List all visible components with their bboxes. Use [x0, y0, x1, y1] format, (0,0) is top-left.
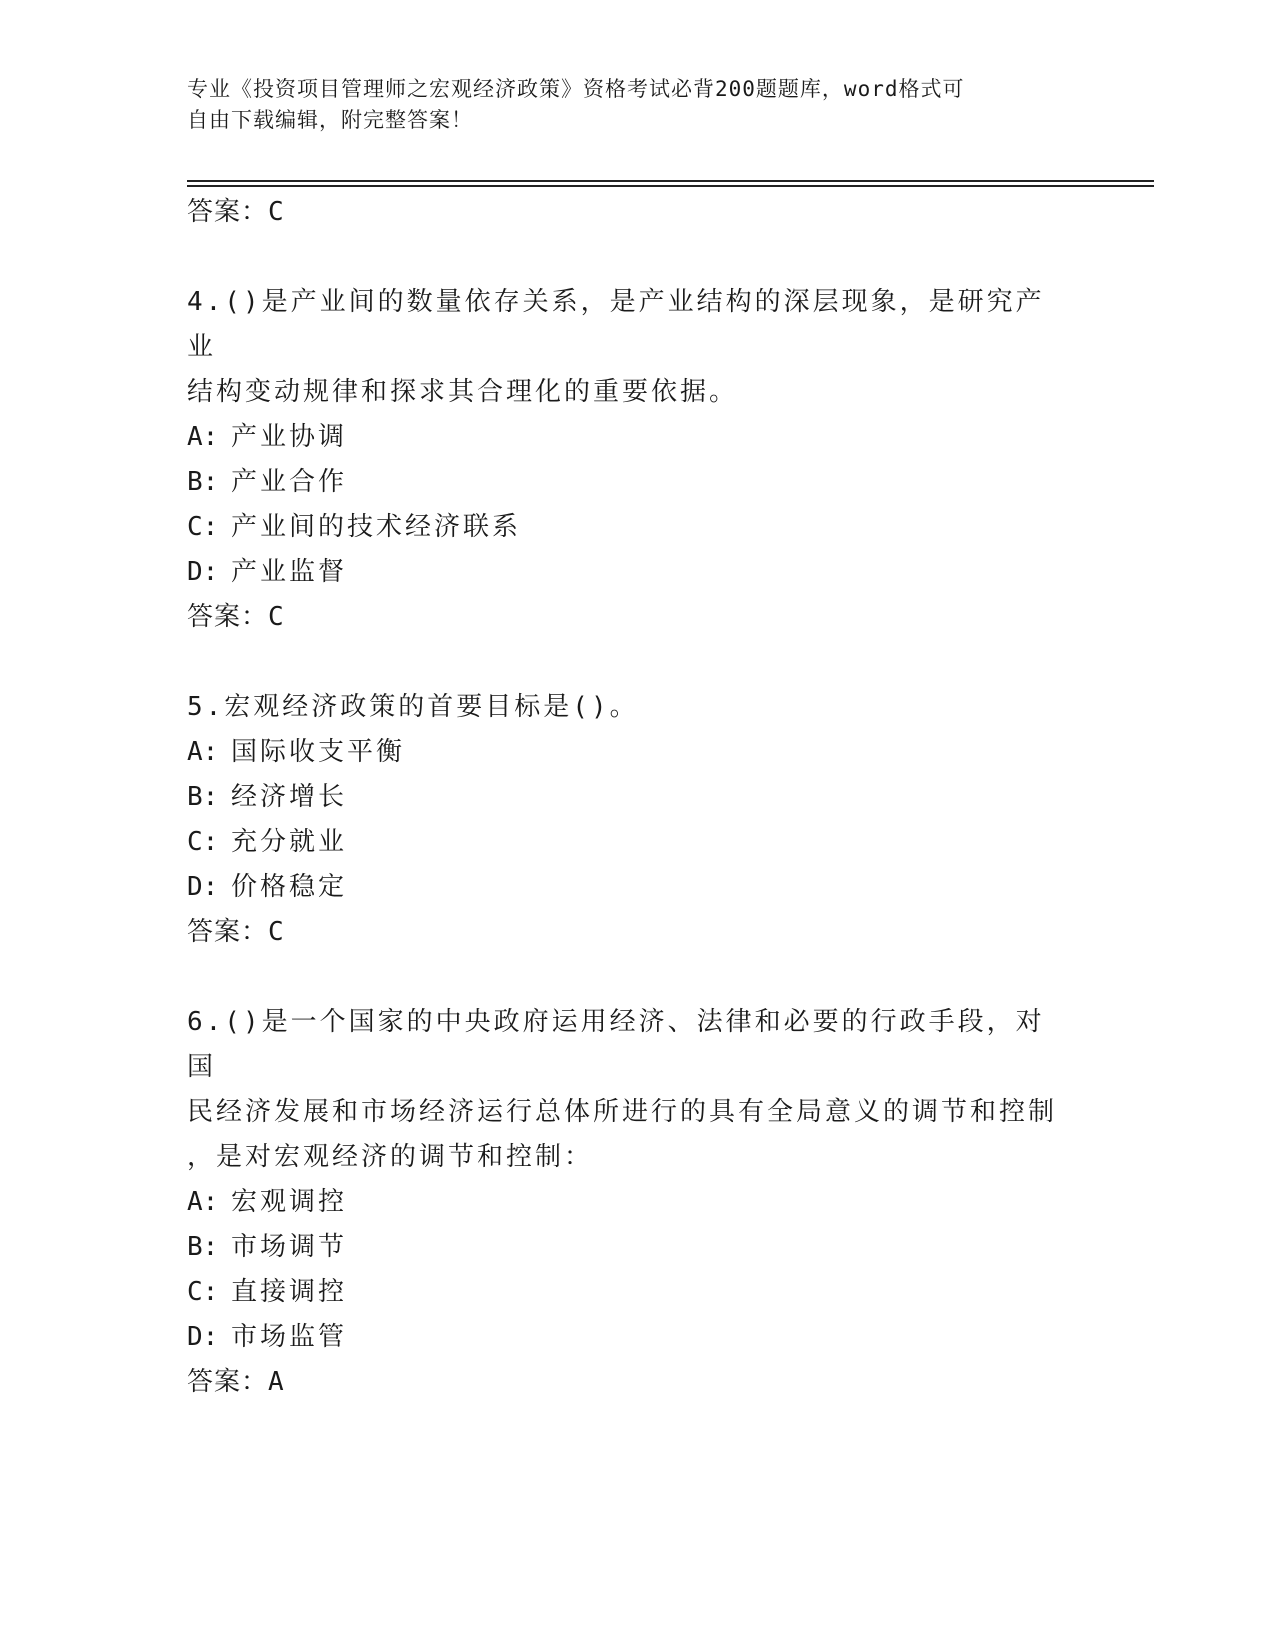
option-text: 国际收支平衡: [231, 737, 406, 767]
option-text: 产业协调: [231, 422, 348, 452]
option-letter: D:: [187, 872, 219, 902]
option-letter: B:: [187, 782, 219, 812]
option-letter: B:: [187, 1232, 219, 1262]
option-letter: C:: [187, 512, 219, 542]
option-b: [187, 460, 1067, 505]
question-stem-line: 6.()是一个国家的中央政府运用经济、法律和必要的行政手段，对国: [187, 1007, 1045, 1082]
question-stem-line: 民经济发展和市场经济运行总体所进行的具有全局意义的调节和控制: [187, 1097, 1058, 1127]
option-letter: D:: [187, 1322, 219, 1352]
answer-line: [187, 1360, 1067, 1405]
header-divider-top: [187, 180, 1154, 182]
question-stem-line: 5.宏观经济政策的首要目标是()。: [187, 692, 639, 722]
option-c: [187, 1270, 1067, 1315]
option-text: 产业监督: [231, 557, 348, 587]
option-text: 价格稳定: [231, 872, 348, 902]
option-text: 经济增长: [231, 782, 348, 812]
option-d: [187, 550, 1067, 595]
option-text: 宏观调控: [231, 1187, 348, 1217]
question-4: [187, 280, 1067, 640]
option-text: 产业间的技术经济联系: [231, 512, 522, 542]
answer-line: [187, 595, 1067, 640]
question-stem: [187, 280, 1067, 415]
spacer: [187, 640, 1067, 685]
option-d: [187, 1315, 1067, 1360]
option-a: [187, 415, 1067, 460]
option-letter: B:: [187, 467, 219, 497]
option-text: 充分就业: [231, 827, 348, 857]
option-a: [187, 1180, 1067, 1225]
option-text: 市场监管: [231, 1322, 348, 1352]
option-text: 市场调节: [231, 1232, 348, 1262]
question-stem: [187, 1000, 1067, 1180]
answer-label: 答案：: [187, 917, 269, 947]
spacer: [187, 955, 1067, 1000]
question-stem-line: ，是对宏观经济的调节和控制：: [187, 1142, 594, 1172]
answer-label: 答案：: [187, 602, 269, 632]
question-6: [187, 1000, 1067, 1405]
option-d: [187, 865, 1067, 910]
document-header: [187, 74, 1087, 136]
answer-value: A: [268, 1367, 285, 1397]
answer-line: [187, 190, 1067, 235]
option-letter: C:: [187, 827, 219, 857]
header-line-1: 专业《投资项目管理师之宏观经济政策》资格考试必背200题题库，word格式可: [187, 77, 965, 101]
answer-value: C: [268, 917, 285, 947]
option-letter: A:: [187, 1187, 219, 1217]
question-content: [187, 190, 1067, 1405]
question-5: [187, 685, 1067, 955]
option-c: [187, 820, 1067, 865]
answer-value: C: [268, 197, 285, 227]
option-c: [187, 505, 1067, 550]
option-letter: C:: [187, 1277, 219, 1307]
question-stem-line: 4.()是产业间的数量依存关系，是产业结构的深层现象，是研究产业: [187, 287, 1045, 362]
spacer: [187, 235, 1067, 280]
answer-line: [187, 910, 1067, 955]
answer-label: 答案：: [187, 1367, 269, 1397]
option-letter: A:: [187, 422, 219, 452]
option-a: [187, 730, 1067, 775]
option-text: 直接调控: [231, 1277, 348, 1307]
header-line-2: 自由下载编辑，附完整答案！: [187, 108, 473, 132]
option-b: [187, 1225, 1067, 1270]
header-divider-bottom: [187, 185, 1154, 187]
option-text: 产业合作: [231, 467, 348, 497]
question-stem: [187, 685, 1067, 730]
option-b: [187, 775, 1067, 820]
answer-value: C: [268, 602, 285, 632]
answer-label: 答案：: [187, 197, 269, 227]
question-stem-line: 结构变动规律和探求其合理化的重要依据。: [187, 377, 739, 407]
option-letter: D:: [187, 557, 219, 587]
option-letter: A:: [187, 737, 219, 767]
